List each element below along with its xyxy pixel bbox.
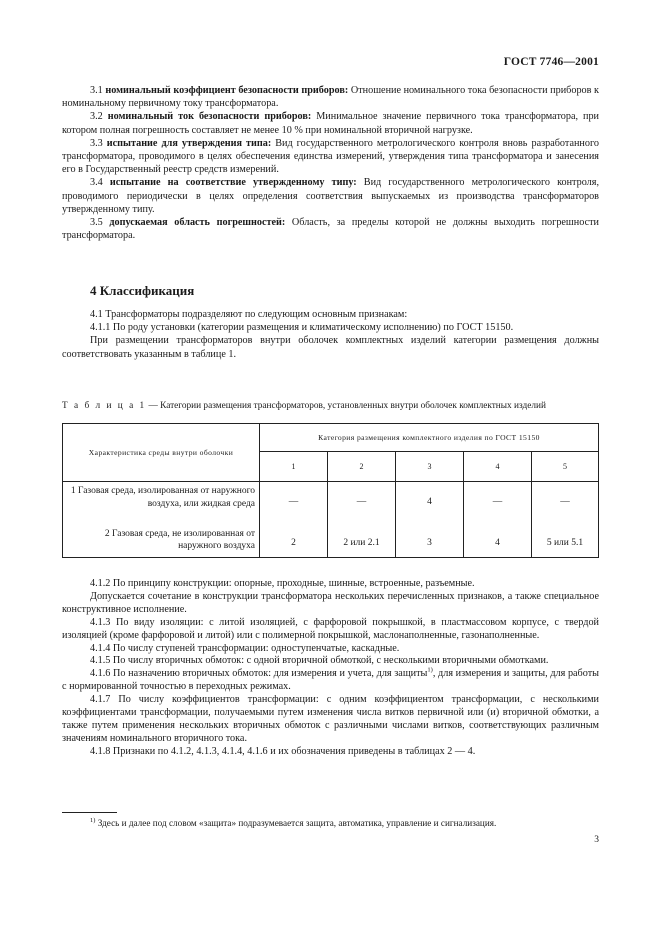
- paragraph-4-1-6: 4.1.6 По назначению вторичных обмоток: для измерения и учета, для защиты$^{1)}$, для измерения и защиты, для работы с нормированной точностью в переходных режимах.: [62, 666, 599, 693]
- column-header-environment: Характеристика среды внутри оболочки: [63, 424, 260, 482]
- definition-3-2: 3.2 номинальный ток безопасности приборов: Минимальное значение первичного тока трансформатора, при котором полная погрешность составляет не менее 10 % при номинальной вторичной нагрузке.: [62, 111, 599, 136]
- row-label: 2 Газовая среда, не изолированная от наружного воздуха: [63, 525, 260, 558]
- column-number: 5: [532, 452, 599, 482]
- paragraph-4-1-7: 4.1.7 По числу коэффициентов трансформации: с одним коэффициентом трансформации, с несколькими коэффициентами трансформации, получаемыми путем изменения числа витков первичной или (и) вторичной обмотки, а также путем применения нескольких вторичных обмоток с различными числами витков, соответствующих различным значениям номинального вторичного тока.: [62, 694, 599, 744]
- classification-details: [62, 578, 599, 759]
- table-cell: 4: [464, 525, 532, 558]
- page-number: 3: [594, 835, 599, 845]
- column-number: 4: [464, 452, 532, 482]
- column-number: 2: [328, 452, 396, 482]
- paragraph-4-1-5: 4.1.5 По числу вторичных обмоток: с одной вторичной обмоткой, с несколькими вторичными обмотками.: [90, 655, 549, 667]
- table-cell: —: [464, 482, 532, 525]
- paragraph-placement: При размещении трансформаторов внутри оболочек комплектных изделий категории размещения должны соответствовать указанным в таблице 1.: [62, 335, 599, 360]
- definition-3-4: 3.4 испытание на соответствие утвержденному типу: Вид государственного метрологического контроля, проводимого периодически в целях определения соответствия выпускаемых из производства трансформаторов утвержденному типу.: [62, 177, 599, 215]
- footnote: $^{1)}$ Здесь и далее под словом «защита» подразумевается защита, автоматика, управление и сигнализация.: [90, 816, 497, 828]
- paragraph-4-1-4: 4.1.4 По числу ступеней трансформации: одноступенчатые, каскадные.: [90, 642, 400, 654]
- section-heading: 4 Классификация: [90, 283, 195, 298]
- footnote-ref[interactable]: 1): [427, 666, 433, 674]
- definition-3-3: 3.3 испытание для утверждения типа: Вид государственного метрологического контроля вновь разработанного трансформатора, проводимого в целях обеспечения единства измерений, утверждения типа трансформатора и занесения его в Государственный реестр средств измерений.: [62, 137, 599, 176]
- paragraph-4-1-8: 4.1.8 Признаки по 4.1.2, 4.1.3, 4.1.4, 4.1.6 и их обозначения приведены в таблицах 2 — 4.: [90, 745, 476, 757]
- table-row: [63, 525, 599, 558]
- table-cell: 4: [396, 482, 464, 525]
- paragraph-4-1: 4.1 Трансформаторы подразделяют по следующим основным признакам:: [90, 309, 408, 320]
- table-cell: 2 или 2.1: [328, 525, 396, 558]
- table-cell: 2: [260, 525, 328, 558]
- row-label: 1 Газовая среда, изолированная от наружного воздуха, или жидкая среда: [63, 482, 260, 525]
- table-cell: —: [260, 482, 328, 525]
- table-cell: —: [532, 482, 599, 525]
- column-number: 3: [396, 452, 464, 482]
- table-cell: 5 или 5.1: [532, 525, 599, 558]
- definitions-block: [62, 84, 599, 242]
- table-cell: 3: [396, 525, 464, 558]
- column-header-category: Категория размещения комплектного изделия по ГОСТ 15150: [260, 424, 599, 452]
- paragraph-4-1-3: 4.1.3 По виду изоляции: с литой изоляцией, с фарфоровой покрышкой, в пластмассовом корпусе, с твердой изоляцией (кроме фарфоровой и литой) или с полимерной покрышкой, маслонаполненные, газонаполненные.: [62, 616, 599, 641]
- column-number: 1: [260, 452, 328, 482]
- table-caption: Т а б л и ц а 1 — Категории размещения трансформаторов, установленных внутри оболочек комплектных изделий: [62, 401, 546, 411]
- paragraph-4-1-1: 4.1.1 По роду установки (категории размещения и климатическому исполнению) по ГОСТ 15150.: [90, 322, 514, 334]
- definition-3-5: 3.5 допускаемая область погрешностей: Область, за пределы которой не должны выходить погрешности трансформатора.: [62, 217, 600, 242]
- table-1: [62, 423, 599, 558]
- paragraph-combination: Допускается сочетание в конструкции трансформатора нескольких перечисленных признаков, а также специальное конструктивное исполнение.: [62, 590, 599, 615]
- classification-intro: [62, 308, 599, 361]
- table-row: [63, 482, 599, 525]
- paragraph-4-1-2: 4.1.2 По принципу конструкции: опорные, проходные, шинные, встроенные, разъемные.: [90, 578, 475, 589]
- definition-3-1: 3.1 номинальный коэффициент безопасности приборов: Отношение номинального тока безопасности приборов к номинальному первичному току трансформатора.: [62, 85, 599, 110]
- table-cell: —: [328, 482, 396, 525]
- footnote-divider: [62, 812, 117, 813]
- standard-header: ГОСТ 7746—2001: [503, 56, 599, 68]
